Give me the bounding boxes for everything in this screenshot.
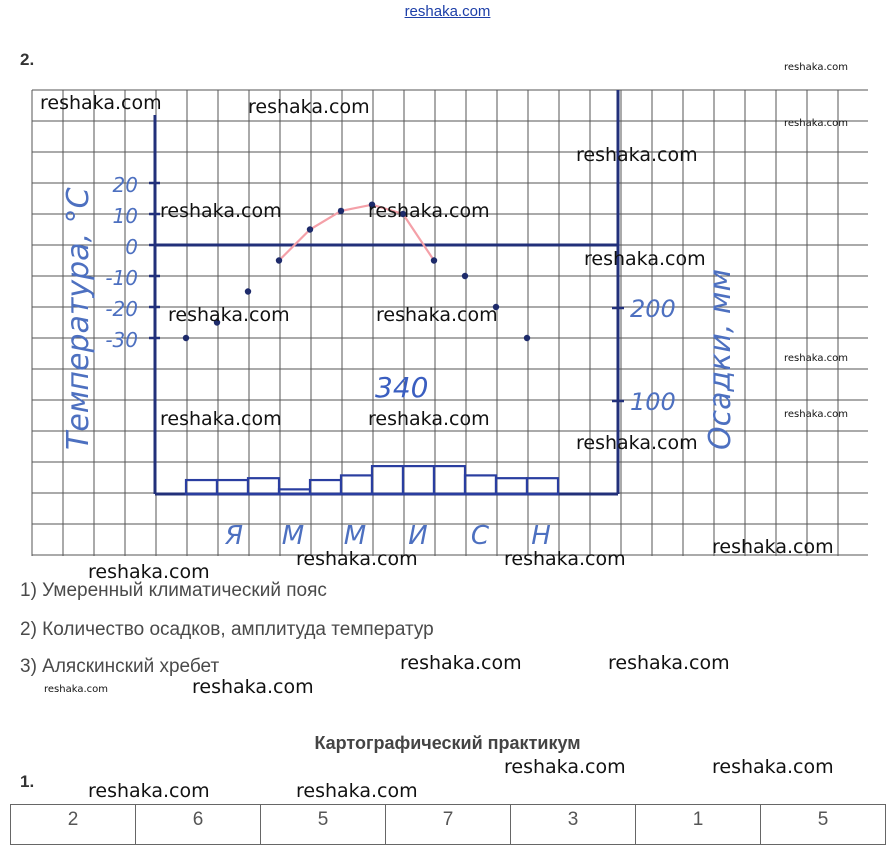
table-cell: 1 [636, 805, 761, 845]
watermark: reshaka.com [712, 756, 834, 778]
month-labels [224, 521, 551, 551]
watermark: reshaka.com [368, 408, 490, 430]
section-title: Картографический практикум [314, 733, 581, 753]
table-cell: 5 [761, 805, 886, 845]
watermark: reshaka.com [608, 652, 730, 674]
table-cell: 5 [261, 805, 386, 845]
annual-precipitation-label: 340 [375, 371, 429, 404]
watermark: reshaka.com [712, 536, 834, 558]
answer-table [10, 804, 886, 845]
month-label: И [408, 521, 428, 551]
temperature-point [245, 288, 251, 294]
precipitation-bar [186, 480, 217, 494]
table-cell: 2 [11, 805, 136, 845]
temperature-point [338, 208, 344, 214]
watermark: reshaka.com [40, 92, 162, 114]
watermark: reshaka.com [400, 652, 522, 674]
watermark: reshaka.com [576, 432, 698, 454]
temperature-tick-label: 0 [125, 235, 138, 259]
precipitation-bar [217, 480, 248, 494]
watermark: reshaka.com [160, 408, 282, 430]
watermark: reshaka.com [576, 144, 698, 166]
precipitation-bar [310, 480, 341, 494]
table-row [11, 805, 886, 845]
watermark: reshaka.com [192, 676, 314, 698]
month-label: Н [531, 521, 551, 551]
temperature-point [431, 257, 437, 263]
watermark: reshaka.com [88, 561, 210, 583]
temperature-tick-label: -10 [105, 266, 138, 290]
watermark: reshaka.com [784, 118, 848, 129]
month-label: М [281, 521, 305, 551]
task-1-number: 1. [20, 772, 35, 791]
table-cell: 3 [511, 805, 636, 845]
temperature-tick-label: -20 [105, 297, 138, 321]
temperature-point [307, 226, 313, 232]
answer-2: 2) Количество осадков, амплитуда температур [20, 619, 434, 640]
month-label: С [470, 521, 490, 551]
table-cell: 7 [386, 805, 511, 845]
precipitation-bar [248, 478, 279, 494]
temperature-tick-labels [105, 173, 138, 352]
watermark: reshaka.com [784, 353, 848, 364]
watermark: reshaka.com [368, 200, 490, 222]
temperature-point [462, 273, 468, 279]
watermark: reshaka.com [504, 756, 626, 778]
precipitation-bar [372, 466, 403, 494]
watermark: reshaka.com [784, 62, 848, 73]
month-label: Я [224, 521, 244, 551]
y-axis-label-right: Осадки, мм [703, 268, 738, 450]
precipitation-bar [403, 466, 434, 494]
precipitation-bar [496, 478, 527, 494]
precipitation-bar [341, 475, 372, 494]
temperature-point [276, 257, 282, 263]
chart-axes [149, 90, 624, 494]
precipitation-bar [465, 475, 496, 494]
temperature-tick-label: -30 [105, 328, 138, 352]
temperature-tick-label: 10 [112, 204, 138, 228]
watermark: reshaka.com [296, 548, 418, 570]
y-axis-label-left: Температура, °С [61, 187, 96, 450]
precipitation-bar [279, 489, 310, 494]
watermark: reshaka.com [784, 409, 848, 420]
watermark: reshaka.com [248, 96, 370, 118]
precipitation-bar [527, 478, 558, 494]
table-cell: 6 [136, 805, 261, 845]
task-2-number: 2. [20, 50, 35, 69]
temperature-point [183, 335, 189, 341]
watermark: reshaka.com [376, 304, 498, 326]
watermark: reshaka.com [504, 548, 626, 570]
watermark: reshaka.com [584, 248, 706, 270]
watermark: reshaka.com [296, 780, 418, 802]
temperature-tick-label: 20 [112, 173, 138, 197]
precipitation-bar [434, 466, 465, 494]
month-label: М [343, 521, 367, 551]
precipitation-bars [186, 466, 558, 494]
answer-1: 1) Умеренный климатический пояс [20, 580, 327, 601]
precipitation-tick-label: 200 [630, 295, 676, 323]
watermark: reshaka.com [168, 304, 290, 326]
watermark: reshaka.com [160, 200, 282, 222]
answer-3: 3) Аляскинский хребет [20, 656, 220, 677]
temperature-point [524, 335, 530, 341]
watermark: reshaka.com [44, 684, 108, 695]
site-link[interactable]: reshaka.com [404, 3, 491, 20]
precipitation-tick-label: 100 [630, 388, 676, 416]
watermark: reshaka.com [88, 780, 210, 802]
precipitation-tick-labels [630, 295, 676, 416]
